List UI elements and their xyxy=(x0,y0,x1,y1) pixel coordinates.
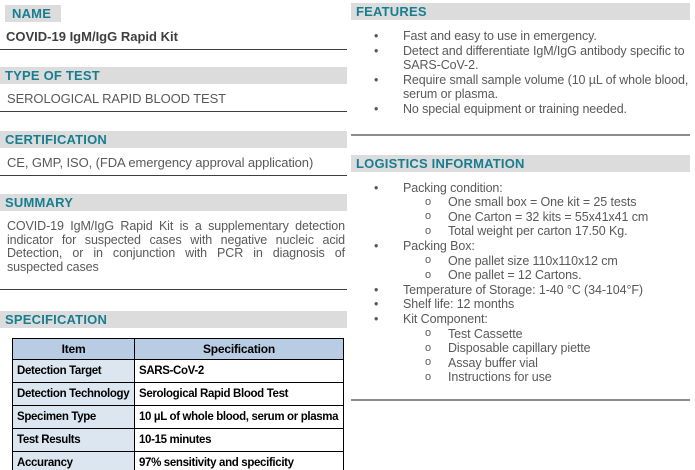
spec-item-cell: Test Results xyxy=(13,429,135,452)
feature-item xyxy=(351,44,690,73)
type-of-test-heading: TYPE OF TEST xyxy=(0,67,347,84)
logistics-subitem xyxy=(351,327,690,342)
feature-item xyxy=(351,29,690,44)
logistics-subitem xyxy=(351,210,690,225)
spec-value-cell: SARS-CoV-2 xyxy=(135,360,344,383)
section-logistics xyxy=(351,155,690,401)
spec-table-row xyxy=(13,452,344,470)
bullet-icon: o xyxy=(425,356,432,369)
spec-table-body xyxy=(13,360,344,470)
feature-item-text: Fast and easy to use in emergency. xyxy=(403,29,597,43)
certification-value: CE, GMP, ISO, (FDA emergency approval application) xyxy=(7,155,314,170)
features-heading: FEATURES xyxy=(351,3,690,20)
bullet-icon: • xyxy=(374,72,379,87)
name-heading: NAME xyxy=(5,5,61,22)
kit-title: COVID-19 IgM/IgG Rapid Kit xyxy=(6,29,178,44)
logistics-item xyxy=(351,312,690,327)
bullet-icon: o xyxy=(425,224,432,237)
section-divider xyxy=(0,111,347,112)
bullet-icon: • xyxy=(374,101,379,116)
spec-table-row xyxy=(13,360,344,383)
spec-value-cell: 10 µL of whole blood, serum or plasma xyxy=(135,406,344,429)
type-of-test-value: SEROLOGICAL RAPID BLOOD TEST xyxy=(7,91,226,106)
bullet-icon: o xyxy=(425,268,432,281)
feature-item-text: Require small sample volume (10 µL of whole blood, serum or plasma. xyxy=(403,72,689,102)
section-type-of-test xyxy=(0,67,347,112)
summary-heading: SUMMARY xyxy=(0,194,347,211)
section-specification xyxy=(0,311,347,470)
features-list xyxy=(351,29,690,117)
specification-table xyxy=(12,338,344,470)
bullet-icon: • xyxy=(374,282,379,297)
bullet-icon: • xyxy=(374,43,379,58)
spec-value-cell: 97% sensitivity and specificity xyxy=(135,452,344,470)
bullet-icon: • xyxy=(374,238,379,253)
left-column xyxy=(0,0,347,470)
logistics-item-text: Shelf life: 12 months xyxy=(403,297,515,312)
logistics-heading: LOGISTICS INFORMATION xyxy=(351,155,690,172)
section-features xyxy=(351,3,690,136)
logistics-item-text: Temperature of Storage: 1-40 °C (34-104°F) xyxy=(403,282,643,297)
section-divider xyxy=(0,175,347,176)
spec-table-row xyxy=(13,429,344,452)
logistics-subitem xyxy=(351,254,690,269)
bullet-icon: o xyxy=(425,195,432,208)
spec-item-cell: Specimen Type xyxy=(13,406,135,429)
specification-heading: SPECIFICATION xyxy=(0,311,347,328)
logistics-subitem-text: One small box = One kit = 25 tests xyxy=(448,195,637,210)
feature-item xyxy=(351,102,690,117)
feature-item-text: No special equipment or training needed. xyxy=(403,101,627,116)
logistics-item xyxy=(351,239,690,254)
logistics-subitem xyxy=(351,356,690,371)
logistics-subitem xyxy=(351,341,690,356)
logistics-item-text: Kit Component: xyxy=(403,311,488,326)
section-divider xyxy=(0,289,347,290)
spec-item-cell: Accurancy xyxy=(13,452,135,470)
logistics-subitem-text: Test Cassette xyxy=(448,326,523,341)
bullet-icon: • xyxy=(374,180,379,195)
logistics-subitem-text: One pallet = 12 Cartons. xyxy=(448,268,582,283)
bullet-icon: o xyxy=(425,254,432,267)
logistics-item-text: Packing condition: xyxy=(403,180,503,195)
spec-table-row xyxy=(13,383,344,406)
logistics-item xyxy=(351,181,690,196)
logistics-list xyxy=(351,181,690,385)
logistics-item xyxy=(351,297,690,312)
section-divider xyxy=(351,399,690,401)
section-divider xyxy=(0,49,347,50)
logistics-subitem xyxy=(351,370,690,385)
bullet-icon: o xyxy=(425,341,432,354)
spec-table-header-row xyxy=(13,339,344,360)
section-certification xyxy=(0,131,347,176)
logistics-subitem xyxy=(351,268,690,283)
spec-item-cell: Detection Technology xyxy=(13,383,135,406)
feature-item xyxy=(351,73,690,102)
logistics-subitem xyxy=(351,195,690,210)
spec-table-header-item: Item xyxy=(13,339,135,360)
logistics-subitem-text: One pallet size 110x110x12 cm xyxy=(448,253,618,268)
section-summary xyxy=(0,194,347,290)
logistics-subitem-text: Assay buffer vial xyxy=(448,355,538,370)
spec-item-cell: Detection Target xyxy=(13,360,135,383)
summary-text: COVID-19 IgM/IgG Rapid Kit is a supplementary detection indicator for suspected cases with negative nucleic acid Detection, or in conjunction with PCR in diagnosis of suspected cases xyxy=(7,219,345,274)
logistics-subitem-text: Disposable capillary piette xyxy=(448,341,591,356)
spec-table-row xyxy=(13,406,344,429)
feature-item-text: Detect and differentiate IgM/IgG antibody specific to SARS-CoV-2. xyxy=(403,43,685,73)
section-divider xyxy=(351,134,690,136)
spec-table-header-specification: Specification xyxy=(135,339,344,360)
section-name xyxy=(0,5,347,50)
logistics-item-text: Packing Box: xyxy=(403,238,475,253)
bullet-icon: o xyxy=(425,210,432,223)
spec-value-cell: 10-15 minutes xyxy=(135,429,344,452)
bullet-icon: • xyxy=(374,297,379,312)
logistics-item xyxy=(351,283,690,298)
bullet-icon: o xyxy=(425,327,432,339)
logistics-subitem-text: One Carton = 32 kits = 55x41x41 cm xyxy=(448,209,649,224)
logistics-subitem-text: Total weight per carton 17.50 Kg. xyxy=(448,224,628,239)
right-column xyxy=(347,0,695,470)
bullet-icon: • xyxy=(374,311,379,326)
bullet-icon: o xyxy=(425,370,432,383)
certification-heading: CERTIFICATION xyxy=(0,131,347,148)
logistics-subitem xyxy=(351,224,690,239)
bullet-icon: • xyxy=(374,29,379,43)
spec-value-cell: Serological Rapid Blood Test xyxy=(135,383,344,406)
logistics-subitem-text: Instructions for use xyxy=(448,370,552,385)
